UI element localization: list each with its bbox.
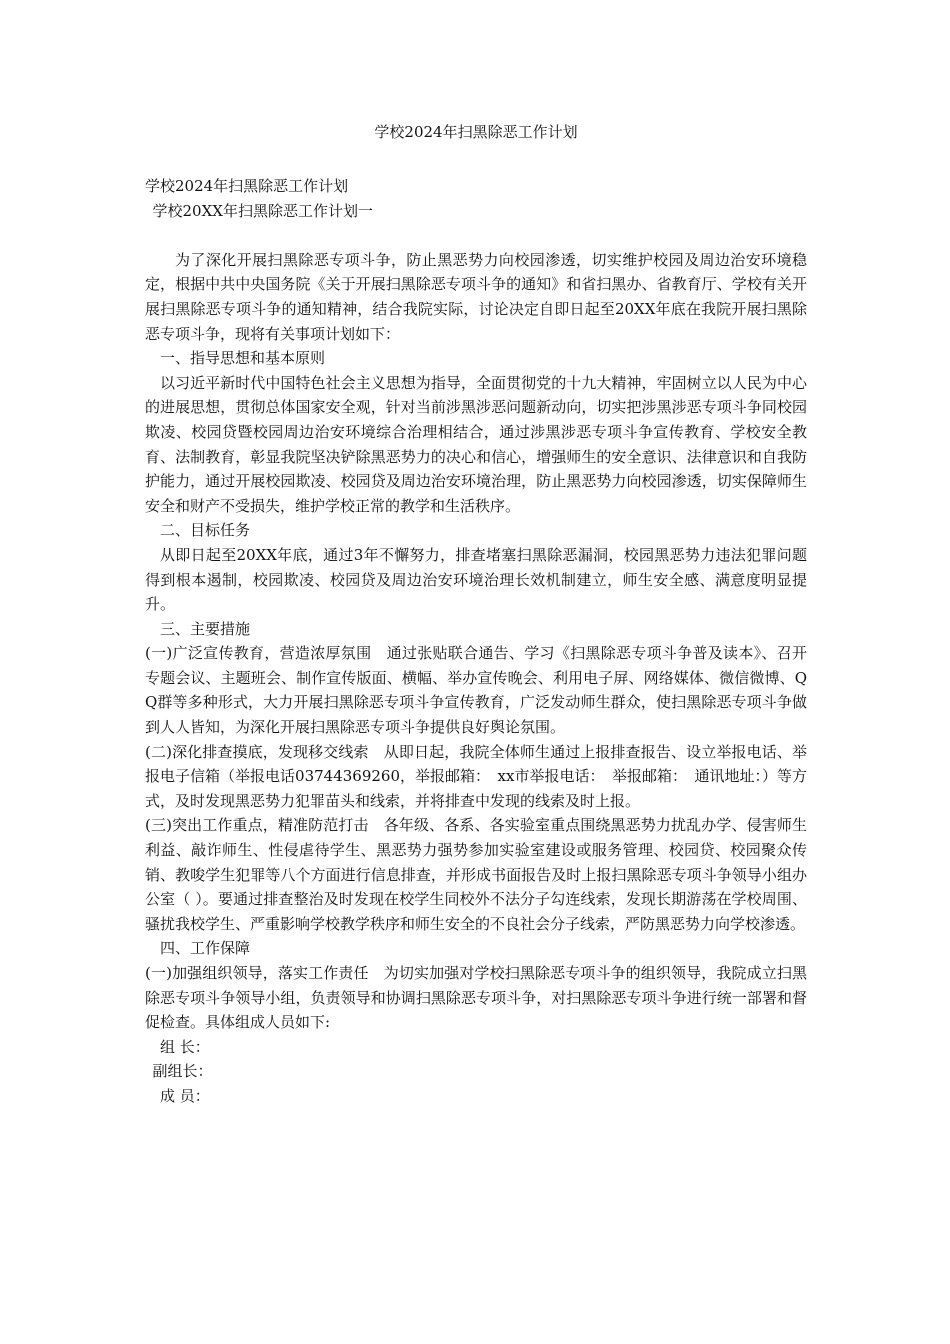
member-members: 成 员：	[160, 1086, 210, 1105]
section-heading-3: 三、主要措施	[160, 619, 251, 638]
measure-paragraph-3: (三)突出工作重点，精准防范打击 各年级、各系、各实验室重点围绕黑恶势力扰乱办学、侵害师生利益、敲诈师生、性侵虐待学生、黑恶势力强势参加实验室建设或服务管理、校园贷、校园聚众传销、教唆学生犯罪等八个方面进行信息排查，并形成书面报告及时上报扫黑除恶专项斗争领导小组办公室（ ）。要通过排查整治及时发现在校学生同校外不法分子勾连线索，发现长期游荡在学校周围、骚扰我校学生、严重影响学校教学秩序和师生安全的不良社会分子线索，严防黑恶势力向学校渗透。	[145, 816, 807, 933]
section-body-1: 以习近平新时代中国特色社会主义思想为指导，全面贯彻党的十九大精神，牢固树立以人民为中心的进展思想，贯彻总体国家安全观，针对当前涉黑涉恶问题新动向，切实把涉黑涉恶专项斗争同校园欺凌、校园贷暨校园周边治安环境综合治理相结合，通过涉黑涉恶专项斗争宣传教育、学校安全教育、法制教育，彰显我院坚决铲除黑恶势力的决心和信心，增强师生的安全意识、法律意识和自我防护能力，通过开展校园欺凌、校园贷及周边治安环境治理，防止黑恶势力向校园渗透，切实保障师生安全和财产不受损失，维护学校正常的教学和生活秩序。	[145, 373, 807, 515]
section-heading-1: 一、指导思想和基本原则	[160, 349, 326, 368]
document-page	[145, 120, 807, 1109]
section-body-2: 从即日起至20XX年底，通过3年不懈努力，排查堵塞扫黑除恶漏洞，校园黑恶势力违法犯罪问题得到根本遏制，校园欺凌、校园贷及周边治安环境治理长效机制建立，师生安全感、满意度明显提升。	[145, 545, 807, 614]
section-heading-2: 二、目标任务	[160, 521, 251, 540]
guarantee-paragraph-1: (一)加强组织领导，落实工作责任 为切实加强对学校扫黑除恶专项斗争的组织领导，我院成立扫黑除恶专项斗争领导小组，负责领导和协调扫黑除恶专项斗争，对扫黑除恶专项斗争进行统一部署和督促检查。具体组成人员如下:	[145, 964, 807, 1032]
blank-line	[145, 223, 807, 248]
plan-subtitle: 学校20XX年扫黑除恶工作计划一	[152, 201, 373, 220]
member-leader: 组 长：	[160, 1037, 210, 1056]
intro-paragraph: 为了深化开展扫黑除恶专项斗争，防止黑恶势力向校园渗透，切实维护校园及周边治安环境稳定，根据中共中央国务院《关于开展扫黑除恶专项斗争的通知》和省扫黑办、省教育厅、学校有关开展扫黑除恶专项斗争的通知精神，结合我院实际，讨论决定自即日起至20XX年底在我院开展扫黑除恶专项斗争，现将有关事项计划如下：	[145, 250, 807, 343]
measure-paragraph-1: (一)广泛宣传教育，营造浓厚氛围 通过张贴联合通告、学习《扫黑除恶专项斗争普及读本》、召开专题会议、主题班会、制作宣传版面、横幅、举办宣传晚会、利用电子屏、网络媒体、微信微博、QQ群等多种形式，大力开展扫黑除恶专项斗争宣传教育，广泛发动师生群众，使扫黑除恶专项斗争做到人人皆知，为深化开展扫黑除恶专项斗争提供良好舆论氛围。	[145, 644, 807, 737]
measure-paragraph-2: (二)深化排查摸底，发现移交线索 从即日起，我院全体师生通过上报排查报告、设立举报电话、举报电子信箱（举报电话03744369260，举报邮箱： xx市举报电话： 举报邮箱： 通讯地址：）等方式，及时发现黑恶势力犯罪苗头和线索，并将排查中发现的线索及时上报。	[145, 742, 807, 810]
member-deputy: 副组长：	[152, 1062, 213, 1081]
document-title: 学校2024年扫黑除恶工作计划	[374, 123, 578, 141]
document-subtitle: 学校2024年扫黑除恶工作计划	[145, 177, 349, 195]
section-heading-4: 四、工作保障	[160, 939, 251, 958]
